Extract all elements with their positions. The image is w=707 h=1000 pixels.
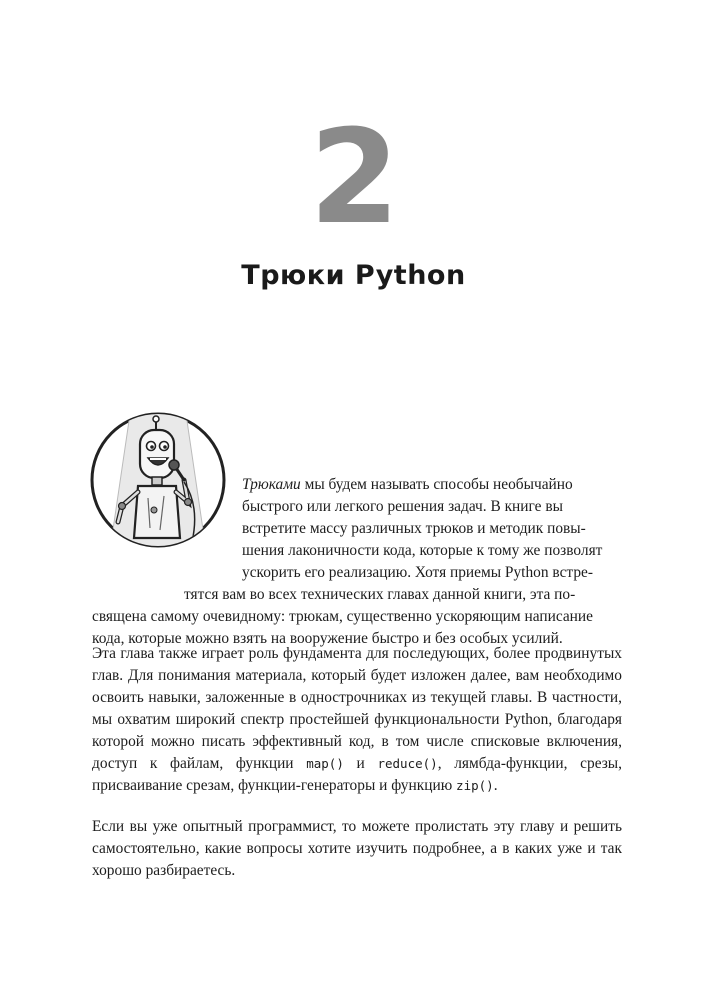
text-fragment: и [343,755,378,772]
text-line: тятся вам во всех технических главах данной книги, эта по- [184,586,576,603]
text-line: быстрого или легкого решения задач. В книге вы [242,498,563,515]
code-map: map() [306,756,344,771]
text-line: кода, которые можно взять на вооружение быстро и без особых усилий. [92,630,563,647]
chapter-number: 2 [309,101,398,253]
code-zip: zip() [456,778,494,793]
text-fragment: мы будем называть способы необычайно [300,476,573,493]
text-fragment: , лямбда-функции, срезы, присваивание срезам, функции-генераторы и функцию [92,755,622,794]
text-line: ускорить его реализацию. Хотя приемы Python встре- [242,564,593,581]
paragraph-3 [92,816,622,882]
text-line: священа самому очевидному: трюкам, существенно ускоряющим написание [92,608,593,625]
paragraph-2 [92,643,622,797]
chapter-title: Трюки Python [241,260,466,291]
code-reduce: reduce() [377,756,438,771]
text-line: встретите массу различных трюков и методик повы- [242,520,586,537]
text-line: шения лаконичности кода, которые к тому же позволят [242,542,603,559]
paragraph-text [92,643,622,797]
text-line [92,474,622,496]
text-fragment: Эта глава также играет роль фундамента для последующих, более продвинутых глав. Для понимания материала, который будет изложен далее, вам необходимо освоить навыки, заложенные в однострочниках из текущей главы. В частности, мы охватим широкий спектр простейшей функциональности Python, благодаря которой можно писать эффективный код, в том числе списковые включения, доступ к файлам, функции [92,645,622,772]
intro-paragraph [92,474,622,650]
text-fragment: . [493,777,498,794]
paragraph-text: Если вы уже опытный программист, то можете пролистать эту главу и решить самостоятельно, какие вопросы хотите изучить подробнее, а в каких уже и так хорошо разбираетесь. [92,818,622,879]
emphasized-term: Трюками [242,476,301,493]
